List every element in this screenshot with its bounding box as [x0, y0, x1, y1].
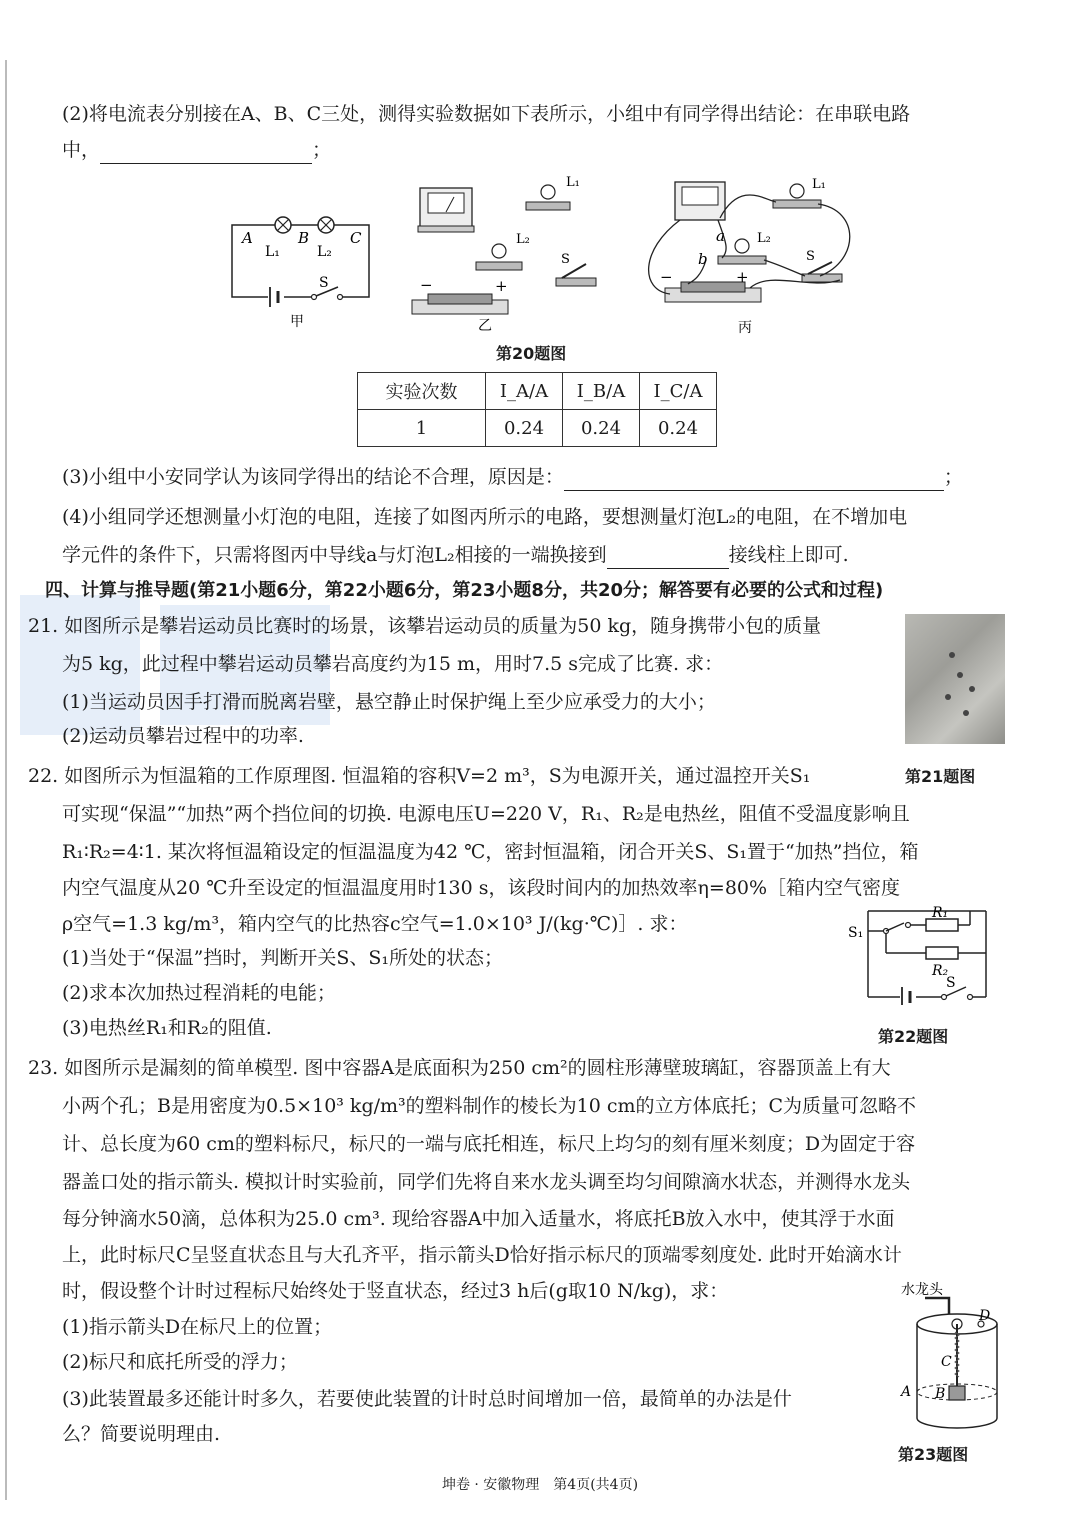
label-L1: L₁: [265, 244, 280, 260]
q22-label-S1: S₁: [848, 925, 864, 941]
q20-data-table: [357, 372, 717, 447]
q23-line10: (3)此装置最多还能计时多久，若要使此装置的计时总时间增加一倍，最简单的办法是什: [62, 1388, 792, 1410]
q23-line5: 每分钟滴水50滴，总体积为25.0 cm³. 现给容器A中加入适量水，将底托B放入水中，使其浮于水面: [62, 1208, 895, 1230]
q21-line1: 21. 如图所示是攀岩运动员比赛时的场景，该攀岩运动员的质量为50 kg，随身携带小包的质量: [28, 615, 822, 637]
q20-part3-answer-blank[interactable]: [564, 469, 944, 491]
label-L2: L₂: [317, 244, 332, 260]
q23-clepsydra-figure: [895, 1278, 1015, 1438]
bing-label-L2: L₂: [757, 231, 771, 246]
q20-part4-answer-blank[interactable]: [607, 547, 729, 569]
bing-label-a: a: [716, 227, 725, 245]
switch-s1-symbol: [886, 923, 904, 931]
label-B: B: [298, 229, 310, 247]
yi-label-L1: L₁: [566, 175, 580, 190]
q23-figure-caption: 第23题图: [898, 1445, 969, 1464]
q23-line7: 时，假设整个计时过程标尺始终处于竖直状态，经过3 h后(g取10 N/kg)，求：: [62, 1280, 729, 1302]
q22-line5: ρ空气=1.3 kg/m³，箱内空气的比热容c空气=1.0×10³ J/(kg·℃)］. 求：: [62, 913, 688, 935]
q21-climbing-photo: [905, 614, 1005, 744]
q22-line8: (3)电热丝R₁和R₂的阻值.: [62, 1017, 272, 1039]
q20-part4-text: 学元件的条件下，只需将图丙中导线a与灯泡L₂相接的一端换接到: [62, 544, 607, 566]
q22-line4: 内空气温度从20 ℃升至设定的恒温温度用时130 s，该段时间内的加热效率η=80%［箱内空气密度: [62, 877, 901, 899]
q22-label-R1: R₁: [932, 905, 949, 921]
q20-part3-line: [62, 463, 963, 491]
q23-line2: 小两个孔；B是用密度为0.5×10³ kg/m³的塑料制作的棱长为10 cm的立方体底托；C为质量可忽略不: [62, 1095, 917, 1117]
q20-part2-answer-blank[interactable]: [100, 142, 312, 164]
label-C: C: [350, 229, 362, 247]
yi-label-S: S: [561, 252, 570, 267]
bing-label-minus: −: [660, 268, 673, 286]
table-row: [358, 410, 717, 447]
q20-part4-suffix: 接线柱上即可.: [728, 544, 849, 566]
label-jia: 甲: [290, 314, 304, 330]
q22-line2: 可实现“保温”“加热”两个挡位间的切换. 电源电压U=220 V，R₁、R₂是电热丝，阻值不受温度影响且: [62, 803, 910, 825]
q20-part3-suffix: ；: [943, 466, 963, 488]
components-yi: [412, 175, 596, 334]
q21-line4: (2)运动员攀岩过程中的功率.: [62, 725, 304, 747]
q20-part4-line1: (4)小组同学还想测量小灯泡的电阻，连接了如图丙所示的电路，要想测量灯泡L₂的电阻，在不增加电: [62, 506, 908, 528]
q23-label-A: A: [901, 1384, 912, 1400]
q20-part2-suffix: ；: [312, 139, 332, 161]
q23-line1: 23. 如图所示是漏刻的简单模型. 图中容器A是底面积为250 cm²的圆柱形薄壁玻璃缸，容器顶盖上有大: [28, 1057, 891, 1079]
q20-part4-line2: [62, 541, 849, 569]
q20-part3-text: (3)小组中小安同学认为该同学得出的结论不合理，原因是：: [62, 466, 564, 488]
q21-figure-caption: 第21题图: [905, 767, 976, 786]
q22-line6: (1)当处于“保温”挡时，判断开关S、S₁所处的状态；: [62, 947, 503, 969]
q23-line6: 上，此时标尺C呈竖直状态且与大孔齐平，指示箭头D恰好指示标尺的顶端零刻度处. 此时开始滴水计: [62, 1244, 902, 1266]
table-header-cell: I_A/A: [486, 373, 563, 410]
table-cell: 0.24: [486, 410, 563, 447]
q22-line3: R₁∶R₂=4∶1. 某次将恒温箱设定的恒温温度为42 ℃，密封恒温箱，闭合开关S、S₁置于“加热”挡位，箱: [62, 841, 919, 863]
block-B: [949, 1386, 965, 1400]
q23-label-B: B: [935, 1386, 946, 1402]
label-bing: 丙: [738, 320, 752, 336]
q23-line11: 么？简要说明理由.: [62, 1423, 221, 1445]
q23-label-D: D: [979, 1308, 991, 1324]
resistor-r2-symbol: [926, 947, 958, 959]
switch-icon: [556, 278, 596, 286]
q20-part2-line1: (2)将电流表分别接在A、B、C三处，测得实验数据如下表所示，小组中有同学得出结论：在串联电路: [62, 103, 911, 125]
q20-figure-caption: 第20题图: [496, 344, 567, 363]
circuit-bing: [649, 177, 850, 336]
q22-line1: 22. 如图所示为恒温箱的工作原理图. 恒温箱的容积V=2 m³，S为电源开关，通过温控开关S₁: [28, 765, 811, 787]
table-header-cell: I_C/A: [640, 373, 717, 410]
bing-label-S: S: [806, 249, 815, 264]
q22-label-S: S: [946, 975, 956, 991]
q23-line3: 计、总长度为60 cm的塑料标尺，标尺的一端与底托相连，标尺上均匀的刻有厘米刻度；D为固定于容: [62, 1133, 916, 1155]
q23-line4: 器盖口处的指示箭头. 模拟计时实验前，同学们先将自来水龙头调至均匀间隙滴水状态，并测得水龙头: [62, 1171, 911, 1193]
q21-line3: (1)当运动员因手打滑而脱离岩壁，悬空静止时保护绳上至少应承受力的大小；: [62, 691, 716, 713]
bing-label-plus: +: [736, 268, 749, 286]
label-S: S: [319, 275, 329, 291]
lamp-l2-icon: [476, 262, 522, 270]
lamp-l1-icon: [526, 202, 570, 210]
yi-label-minus: −: [420, 276, 433, 294]
table-header-cell: I_B/A: [563, 373, 640, 410]
q23-label-tap: 水龙头: [901, 1282, 943, 1298]
q22-circuit-figure: [846, 905, 1006, 1005]
table-header-row: [358, 373, 717, 410]
label-A: A: [242, 229, 253, 247]
q22-line7: (2)求本次加热过程消耗的电能；: [62, 982, 336, 1004]
q22-label-R2: R₂: [932, 963, 949, 979]
circuit-jia: [232, 217, 369, 330]
table-header-cell: 实验次数: [358, 373, 486, 410]
bing-label-b: b: [698, 250, 708, 268]
label-yi: 乙: [478, 318, 492, 334]
q23-line9: (2)标尺和底托所受的浮力；: [62, 1351, 298, 1373]
yi-label-plus: +: [495, 277, 508, 295]
q22-figure-caption: 第22题图: [878, 1027, 949, 1046]
q23-line8: (1)指示箭头D在标尺上的位置；: [62, 1316, 333, 1338]
q20-part2-line2: [62, 136, 331, 164]
binding-margin-line: [5, 60, 7, 1500]
q21-line2: 为5 kg，此过程中攀岩运动员攀岩高度约为15 m，用时7.5 s完成了比赛. 求：: [62, 653, 724, 675]
q20-part2-prefix: 中，: [62, 139, 101, 161]
table-cell: 0.24: [640, 410, 717, 447]
q20-figure: [220, 170, 870, 340]
tap-icon: [925, 1298, 949, 1314]
section4-title: 四、计算与推导题(第21小题6分，第22小题6分，第23小题8分，共20分；解答要有必要的公式和过程): [45, 580, 884, 601]
table-cell: 0.24: [563, 410, 640, 447]
q23-label-C: C: [941, 1354, 952, 1370]
table-cell: 1: [358, 410, 486, 447]
yi-label-L2: L₂: [516, 232, 530, 247]
bing-label-L1: L₁: [812, 177, 826, 192]
page-footer: 坤卷 · 安徽物理 第4页(共4页): [441, 1477, 639, 1493]
